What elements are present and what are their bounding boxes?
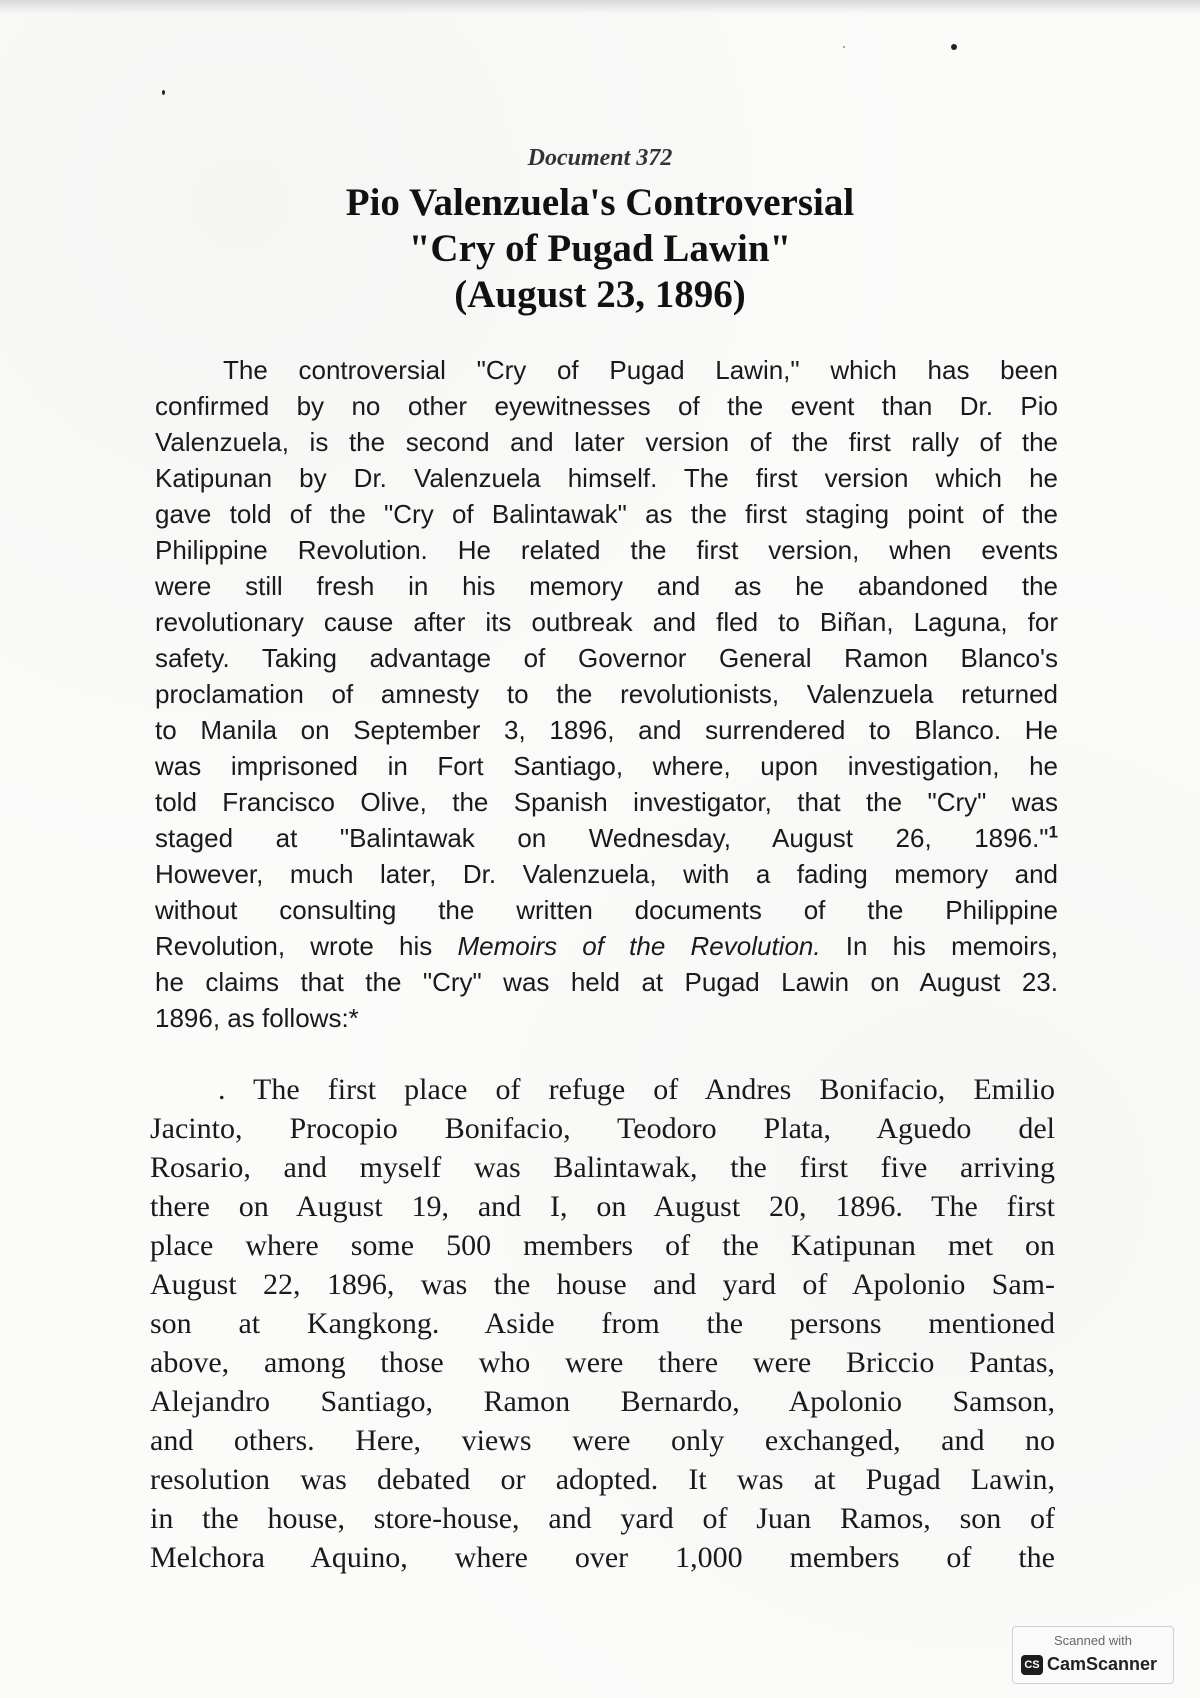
intro-line: However, much later, Dr. Valenzuela, with a fading memory and — [155, 859, 1058, 889]
quote-line: August 22, 1896, was the house and yard of Apolonio Sam- — [150, 1268, 1055, 1301]
intro-line: Philippine Revolution. He related the first version, when events — [155, 535, 1058, 565]
intro-line: proclamation of amnesty to the revolutionists, Valenzuela returned — [155, 679, 1058, 709]
memoir-quote — [150, 1070, 1055, 1577]
scan-speck — [951, 44, 957, 50]
footnote-marker: 1 — [1048, 822, 1058, 842]
intro-line: were still fresh in his memory and as he abandoned the — [155, 571, 1058, 601]
title-line: (August 23, 1896) — [454, 273, 746, 316]
intro-line: safety. Taking advantage of Governor General Ramon Blanco's — [155, 643, 1058, 673]
memoirs-title: Memoirs of the Revolution. — [457, 931, 821, 961]
scan-speck — [162, 90, 165, 95]
scan-speck — [843, 46, 845, 48]
quote-line: there on August 19, and I, on August 20, 1896. The first — [150, 1190, 1055, 1223]
quote-line: . The first place of refuge of Andres Bonifacio, Emilio — [218, 1073, 1055, 1106]
intro-line: told Francisco Olive, the Spanish investigator, that the "Cry" was — [155, 787, 1058, 817]
intro-line: revolutionary cause after its outbreak and fled to Biñan, Laguna, for — [155, 607, 1058, 637]
intro-line: The controversial "Cry of Pugad Lawin," which has been — [223, 355, 1058, 385]
document-label: Document 372 — [527, 145, 673, 171]
title-line: Pio Valenzuela's Controversial — [345, 181, 855, 224]
quote-line: resolution was debated or adopted. It was at Pugad Lawin, — [150, 1463, 1055, 1496]
intro-line: Valenzuela, is the second and later version of the first rally of the — [155, 427, 1058, 457]
quote-line: Rosario, and myself was Balintawak, the first five arriving — [150, 1151, 1055, 1184]
quote-line: above, among those who were there were Briccio Pantas, — [150, 1346, 1055, 1379]
document-title — [0, 180, 1200, 318]
quote-line: Jacinto, Procopio Bonifacio, Teodoro Plata, Aguedo del — [150, 1112, 1055, 1145]
quote-line: place where some 500 members of the Katipunan met on — [150, 1229, 1055, 1262]
intro-line-with-title — [155, 928, 1058, 964]
quote-line: Melchora Aquino, where over 1,000 members of the — [150, 1541, 1055, 1574]
intro-line: without consulting the written documents of the Philippine — [155, 895, 1058, 925]
intro-line: 1896, as follows:* — [155, 1003, 359, 1033]
intro-line: he claims that the "Cry" was held at Pugad Lawin on August 23. — [155, 967, 1058, 997]
quote-line: in the house, store-house, and yard of Juan Ramos, son of — [150, 1502, 1055, 1535]
intro-line-text: Revolution, wrote his — [155, 931, 433, 961]
intro-line: Katipunan by Dr. Valenzuela himself. The first version which he — [155, 463, 1058, 493]
intro-line: confirmed by no other eyewitnesses of the event than Dr. Pio — [155, 391, 1058, 421]
intro-line-with-footnote — [155, 820, 1058, 856]
camscanner-watermark — [1012, 1626, 1174, 1684]
watermark-brand: CamScanner — [1047, 1654, 1158, 1674]
intro-line: was imprisoned in Fort Santiago, where, upon investigation, he — [155, 751, 1058, 781]
intro-line-text: staged at "Balintawak on Wednesday, August 26, 1896." — [155, 823, 1049, 853]
intro-line-text: In his memoirs, — [845, 931, 1058, 961]
watermark-caption: Scanned with — [1053, 1633, 1133, 1648]
intro-paragraph — [155, 352, 1058, 1036]
quote-line: and others. Here, views were only exchanged, and no — [150, 1424, 1055, 1457]
camscanner-logo-icon: CS — [1021, 1655, 1043, 1675]
page-edge-shadow — [0, 0, 1200, 14]
intro-line: gave told of the "Cry of Balintawak" as the first staging point of the — [155, 499, 1058, 529]
quote-line: son at Kangkong. Aside from the persons mentioned — [150, 1307, 1055, 1340]
title-line: "Cry of Pugad Lawin" — [408, 227, 792, 270]
intro-line: to Manila on September 3, 1896, and surrendered to Blanco. He — [155, 715, 1058, 745]
quote-line: Alejandro Santiago, Ramon Bernardo, Apolonio Samson, — [150, 1385, 1055, 1418]
